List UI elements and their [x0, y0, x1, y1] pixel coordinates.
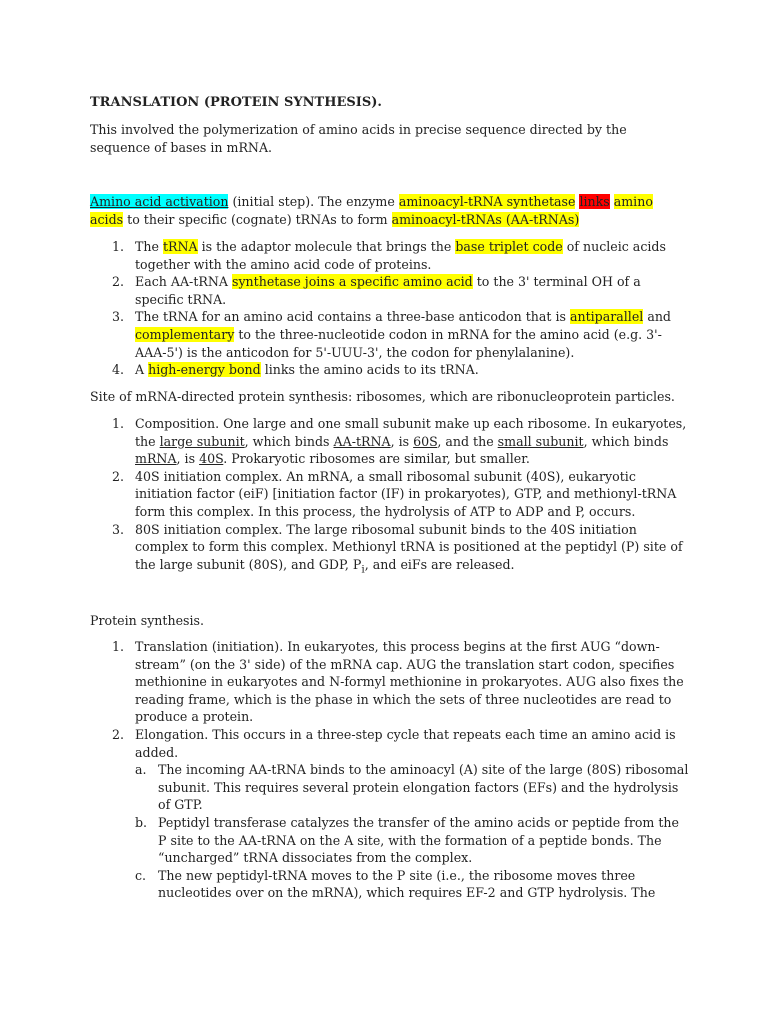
list-item	[90, 361, 690, 379]
list-item	[90, 273, 690, 308]
underlined-term: 40S	[199, 451, 224, 467]
text-run: Each AA-tRNA	[135, 274, 232, 290]
text-run: of nucleic acids together with the amino acid code of proteins.	[135, 239, 666, 272]
subscript: i	[361, 563, 365, 576]
list-number: 4.	[112, 362, 125, 378]
ribosome-site-paragraph: Site of mRNA-directed protein synthesis: ribosomes, which are ribonucleoprotein particles.	[90, 389, 675, 404]
text-run: Translation (initiation). In eukaryotes, this process begins at the first AUG “down-stream” (on the 3' side) of the mRNA cap. AUG the translation start codon, specifies methionine in eukaryotes and N-formyl methionine in prokaryotes. AUG also fixes the reading frame, which is the phase in which the sets of three nucleotides are read to produce a protein.	[135, 639, 684, 725]
text-run: , and eiFs are released.	[364, 556, 515, 572]
list-number: 3.	[112, 309, 125, 325]
list-item	[90, 521, 690, 579]
list-number: 2.	[112, 726, 125, 742]
list-number: 1.	[112, 239, 125, 254]
sublist-item	[135, 814, 690, 867]
text-run: , which binds	[583, 433, 669, 449]
text-run: (initial step). The enzyme	[228, 194, 399, 209]
highlight-aa-trnas: aminoacyl-tRNAs (AA-tRNAs)	[391, 211, 580, 227]
list-letter: a.	[135, 762, 147, 778]
highlight-high-energy-bond: high-energy bond	[148, 362, 261, 378]
text-run: The tRNA for an amino acid contains a three-base anticodon that is	[135, 309, 570, 325]
underlined-term: AA-tRNA	[333, 433, 391, 449]
text-run: Peptidyl transferase catalyzes the transfer of the amino acids or peptide from the P site to the AA-tRNA on the A site, with the formation of a peptide bonds. The “uncharged” tRNA dissociates from the complex.	[158, 814, 679, 866]
protein-synthesis-heading: Protein synthesis.	[90, 613, 205, 628]
highlight-synthetase: aminoacyl-tRNA synthetase	[398, 194, 576, 209]
list-number: 2.	[112, 468, 125, 484]
underlined-term: large subunit	[159, 433, 245, 449]
text-run: 80S initiation complex. The large ribosomal subunit binds to the 40S initiation complex to form this complex. Methionyl tRNA is positioned at the peptidyl (P) site of the large subunit (80S), and GDP, P	[135, 521, 683, 572]
list-letter: b.	[135, 814, 148, 830]
highlight-amino-acids: amino acids	[90, 194, 653, 227]
highlight-antiparallel: antiparallel	[569, 309, 644, 325]
list-item	[90, 468, 690, 521]
underlined-term: small subunit	[497, 433, 584, 449]
intro-paragraph: This involved the polymerization of amino acids in precise sequence directed by the sequence of bases in mRNA.	[90, 122, 627, 155]
highlight-amino-acid-activation: Amino acid activation	[90, 194, 229, 209]
list-letter: c.	[135, 867, 147, 883]
text-run: Elongation. This occurs in a three-step cycle that repeats each time an amino acid is added.	[135, 726, 676, 760]
text-run: to the three-nucleotide codon in mRNA for the amino acid (e.g. 3'-AAA-5') is the anticodon for 5'-UUU-3', the codon for phenylalanine).	[135, 326, 662, 360]
text-run: The incoming AA-tRNA binds to the aminoacyl (A) site of the large (80S) ribosomal subunit. This requires several protein elongation factors (EFs) and the hydrolysis of GTP.	[158, 762, 689, 813]
text-run: The new peptidyl-tRNA moves to the P site (i.e., the ribosome moves three nucleotides over on the mRNA), which requires EF-2 and GTP hydrolysis. The	[158, 867, 656, 901]
sublist-item	[135, 867, 690, 902]
text-run: . Prokaryotic ribosomes are similar, but smaller.	[223, 451, 530, 467]
text-run: links the amino acids to its tRNA.	[260, 362, 479, 378]
highlight-base-triplet-code: base triplet code	[455, 239, 563, 254]
elongation-sublist	[135, 761, 690, 902]
highlight-trna: tRNA	[162, 239, 198, 254]
list-item	[90, 238, 690, 273]
text-run: and	[643, 309, 671, 325]
text-run: to the 3' terminal OH of a specific tRNA.	[135, 274, 641, 307]
list-number: 2.	[112, 274, 125, 290]
text-run: , is	[390, 433, 414, 449]
list-item	[90, 415, 690, 468]
activation-list	[90, 238, 690, 379]
ribosome-list	[90, 415, 690, 579]
text-run: , is	[176, 451, 200, 467]
text-run: A	[135, 362, 149, 378]
text-run: 40S initiation complex. An mRNA, a small ribosomal subunit (40S), eukaryotic initiation factor (eiF) [initiation factor (IF) in prokaryotes), GTP, and methionyl-tRNA form this complex. In this process, the hydrolysis of ATP to ADP and P, occurs.	[135, 468, 677, 519]
list-item	[90, 638, 690, 726]
text-run: , which binds	[244, 433, 334, 449]
text-run: to their specific (cognate) tRNAs to form	[123, 211, 392, 227]
list-item	[90, 726, 690, 902]
list-item	[90, 308, 690, 361]
document-title: TRANSLATION (PROTEIN SYNTHESIS).	[90, 95, 382, 110]
underlined-term: mRNA	[135, 451, 177, 467]
activation-paragraph	[90, 193, 690, 228]
sublist-item	[135, 761, 690, 814]
list-number: 3.	[112, 521, 125, 537]
text-run: , and the	[437, 433, 498, 449]
highlight-complementary: complementary	[135, 326, 235, 342]
highlight-synthetase-joins: synthetase joins a specific amino acid	[231, 274, 473, 290]
list-number: 1.	[112, 416, 125, 431]
underlined-term: 60S	[413, 433, 438, 449]
list-number: 1.	[112, 639, 125, 654]
highlight-links: links	[579, 194, 610, 209]
text-run: Composition. One large and one small subunit make up each ribosome. In eukaryotes, the	[135, 416, 687, 449]
text-run: is the adaptor molecule that brings the	[197, 239, 456, 254]
protein-synthesis-list	[90, 638, 690, 902]
text-run: The	[135, 239, 163, 254]
